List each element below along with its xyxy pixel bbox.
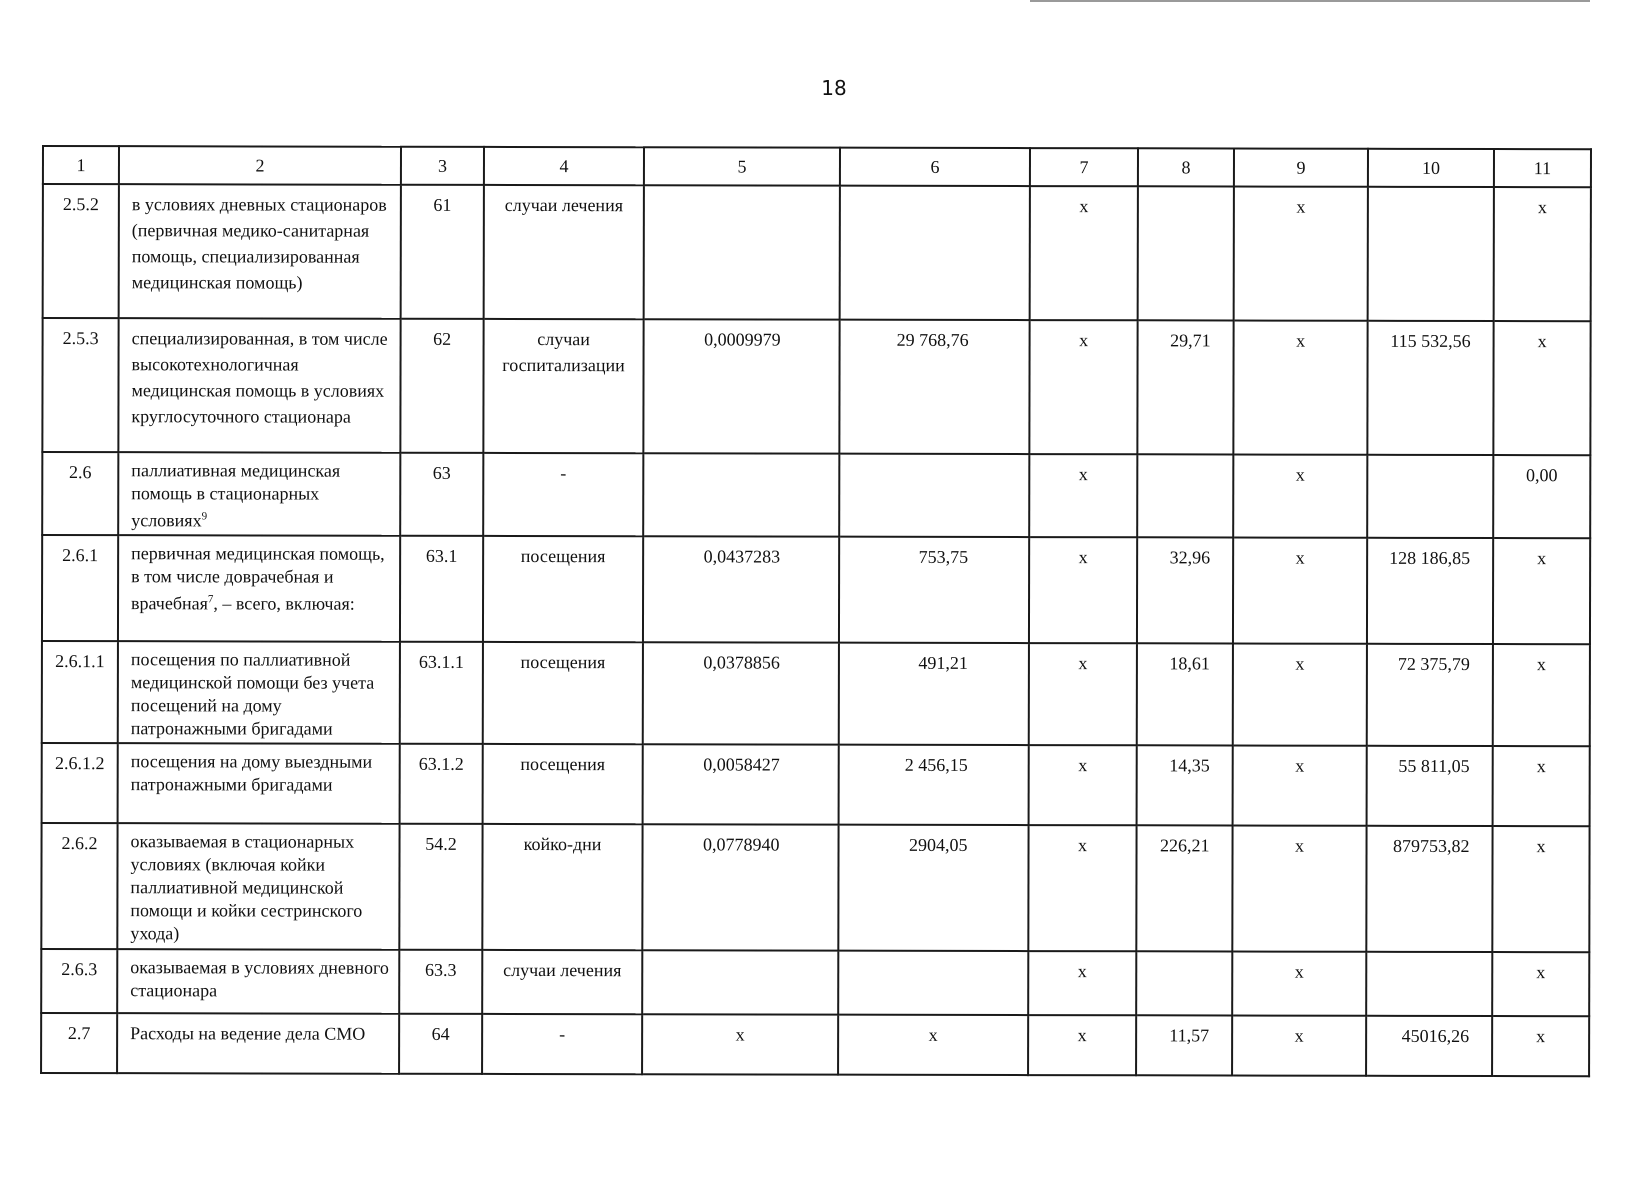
cell-col7: x [1029, 643, 1137, 745]
cell-col8: 29,71 [1137, 320, 1233, 454]
column-header: 2 [119, 146, 401, 185]
cell-col5: x [642, 1014, 838, 1074]
cell-col8: 32,96 [1137, 537, 1233, 643]
row-number: 2.6 [42, 452, 118, 535]
cell-col10 [1366, 952, 1492, 1016]
row-description-text: паллиативная медицинская помощь в стационарных условиях [131, 460, 341, 531]
cell-col5: 0,0437283 [643, 536, 839, 642]
cell-col11: x [1493, 644, 1590, 746]
row-description: оказываемая в условиях дневного стационара [117, 949, 399, 1014]
cell-col9: x [1232, 951, 1366, 1015]
row-number: 2.5.3 [42, 318, 118, 452]
cell-col6: 29 768,76 [839, 320, 1029, 454]
cell-col5: 0,0378856 [643, 642, 839, 744]
row-description: Расходы на ведение дела СМО [117, 1013, 399, 1074]
cell-col10: 72 375,79 [1367, 644, 1493, 746]
cell-col10: 45016,26 [1366, 1016, 1492, 1076]
cell-col9: x [1232, 825, 1366, 951]
row-description-text: первичная медицинская помощь, в том числе доврачебная и врачебная [131, 543, 385, 614]
row-description: специализированная, в том числе высокотехнологичная медицинская помощь в условиях круглосуточного стационара [118, 318, 400, 453]
row-number: 2.6.1.1 [42, 641, 118, 743]
column-header: 10 [1368, 149, 1494, 187]
cell-col11: x [1493, 746, 1590, 826]
row-description: в условиях дневных стационаров (первичная медико-санитарная помощь, специализированная медицинская помощь) [119, 184, 401, 319]
cell-col10 [1368, 187, 1494, 321]
row-unit: посещения [483, 536, 643, 642]
row-description: посещения по паллиативной медицинской помощи без учета посещений на дому патронажными бригадами [118, 641, 400, 744]
column-header: 4 [484, 147, 644, 185]
row-unit: случаи лечения [482, 950, 642, 1014]
row-number: 2.6.2 [41, 823, 117, 949]
row-description: оказываемая в стационарных условиях (включая койки паллиативной медицинской помощи и койки сестринского ухода) [117, 823, 399, 950]
row-number: 2.6.1 [42, 535, 118, 641]
cell-col5 [644, 185, 840, 319]
cell-col8 [1136, 951, 1232, 1015]
cell-col7: x [1029, 454, 1137, 537]
row-code: 62 [400, 319, 483, 453]
cell-col5: 0,0778940 [642, 824, 838, 950]
row-unit: койко-дни [482, 824, 642, 950]
cell-col8: 18,61 [1137, 643, 1233, 745]
cell-col11: 0,00 [1493, 455, 1590, 538]
table-row [42, 641, 1590, 746]
row-description [118, 452, 400, 536]
table-row [43, 184, 1591, 321]
table-row [41, 949, 1589, 1016]
row-description: посещения на дому выездными патронажными бригадами [118, 743, 400, 824]
cell-col10 [1367, 455, 1493, 538]
cell-col8 [1138, 186, 1234, 320]
cell-col7: x [1029, 745, 1137, 825]
row-description-tail: , – всего, включая: [213, 593, 355, 614]
cell-col8 [1137, 454, 1233, 537]
row-code: 63 [400, 453, 483, 536]
cell-col11: x [1492, 1016, 1589, 1076]
row-number: 2.5.2 [43, 184, 119, 318]
cell-col6: 753,75 [839, 537, 1029, 643]
cell-col5 [643, 453, 839, 536]
cell-col6: 491,21 [839, 643, 1029, 745]
cell-col10: 55 811,05 [1367, 746, 1493, 826]
row-unit: - [482, 1014, 642, 1074]
cell-col11: x [1493, 538, 1590, 644]
table-row [42, 743, 1590, 826]
row-code: 63.3 [399, 950, 482, 1014]
row-number: 2.7 [41, 1013, 117, 1073]
table-row [41, 1013, 1589, 1076]
cell-col6 [840, 186, 1030, 320]
row-unit: посещения [483, 642, 643, 744]
cell-col7: x [1029, 320, 1137, 454]
cell-col9: x [1233, 454, 1367, 537]
row-number: 2.6.1.2 [42, 743, 118, 823]
footnote-ref: 7 [207, 593, 214, 606]
cell-col6: x [838, 1015, 1028, 1075]
cell-col7: x [1028, 951, 1136, 1015]
row-code: 63.1.2 [400, 744, 483, 824]
cell-col7: x [1028, 825, 1136, 951]
row-code: 61 [401, 185, 484, 319]
cell-col8: 11,57 [1136, 1015, 1232, 1075]
row-unit: случаи госпитализации [483, 319, 643, 453]
column-header: 9 [1234, 148, 1368, 186]
cell-col6: 2 456,15 [839, 745, 1029, 825]
row-code: 63.1 [400, 536, 483, 642]
row-unit: случаи лечения [484, 185, 644, 319]
table-row [41, 823, 1589, 952]
row-number: 2.6.3 [41, 949, 117, 1013]
cell-col8: 14,35 [1137, 745, 1233, 825]
column-header: 11 [1494, 149, 1591, 187]
column-header: 5 [644, 147, 840, 185]
cell-col11: x [1492, 952, 1589, 1016]
table-row [42, 535, 1590, 644]
cell-col7: x [1030, 186, 1138, 320]
column-header: 1 [43, 146, 119, 184]
cell-col6: 2904,05 [838, 825, 1028, 951]
cell-col10: 879753,82 [1366, 826, 1492, 952]
row-description [118, 535, 400, 642]
cell-col6 [839, 454, 1029, 537]
cell-col9: x [1232, 1015, 1366, 1075]
scan-edge-line [1030, 0, 1590, 2]
page-number: 18 [821, 76, 847, 100]
table-header-row [43, 146, 1591, 187]
cell-col7: x [1028, 1015, 1136, 1075]
cell-col7: x [1029, 537, 1137, 643]
cell-col9: x [1233, 745, 1367, 825]
column-header: 3 [401, 147, 484, 185]
cell-col5 [642, 950, 838, 1014]
cell-col10: 128 186,85 [1367, 538, 1493, 644]
footnote-ref: 9 [201, 510, 208, 523]
column-header: 6 [840, 148, 1030, 186]
column-header: 8 [1138, 148, 1234, 186]
row-unit: - [483, 453, 643, 536]
row-code: 64 [399, 1014, 482, 1074]
cell-col9: x [1233, 320, 1367, 454]
cell-col9: x [1234, 186, 1368, 320]
row-code: 54.2 [399, 824, 482, 950]
table-row [42, 318, 1590, 455]
data-table [40, 145, 1592, 1077]
cell-col11: x [1492, 826, 1589, 952]
cell-col5: 0,0009979 [643, 319, 839, 453]
cell-col9: x [1233, 643, 1367, 745]
cell-col11: x [1494, 187, 1591, 321]
row-code: 63.1.1 [400, 642, 483, 744]
row-unit: посещения [483, 744, 643, 824]
column-header: 7 [1030, 148, 1138, 186]
cell-col8: 226,21 [1136, 825, 1232, 951]
cell-col6 [838, 951, 1028, 1015]
cell-col11: x [1493, 321, 1590, 455]
table-row [42, 452, 1590, 538]
cell-col10: 115 532,56 [1367, 321, 1493, 455]
cell-col5: 0,0058427 [643, 744, 839, 824]
cell-col9: x [1233, 537, 1367, 643]
